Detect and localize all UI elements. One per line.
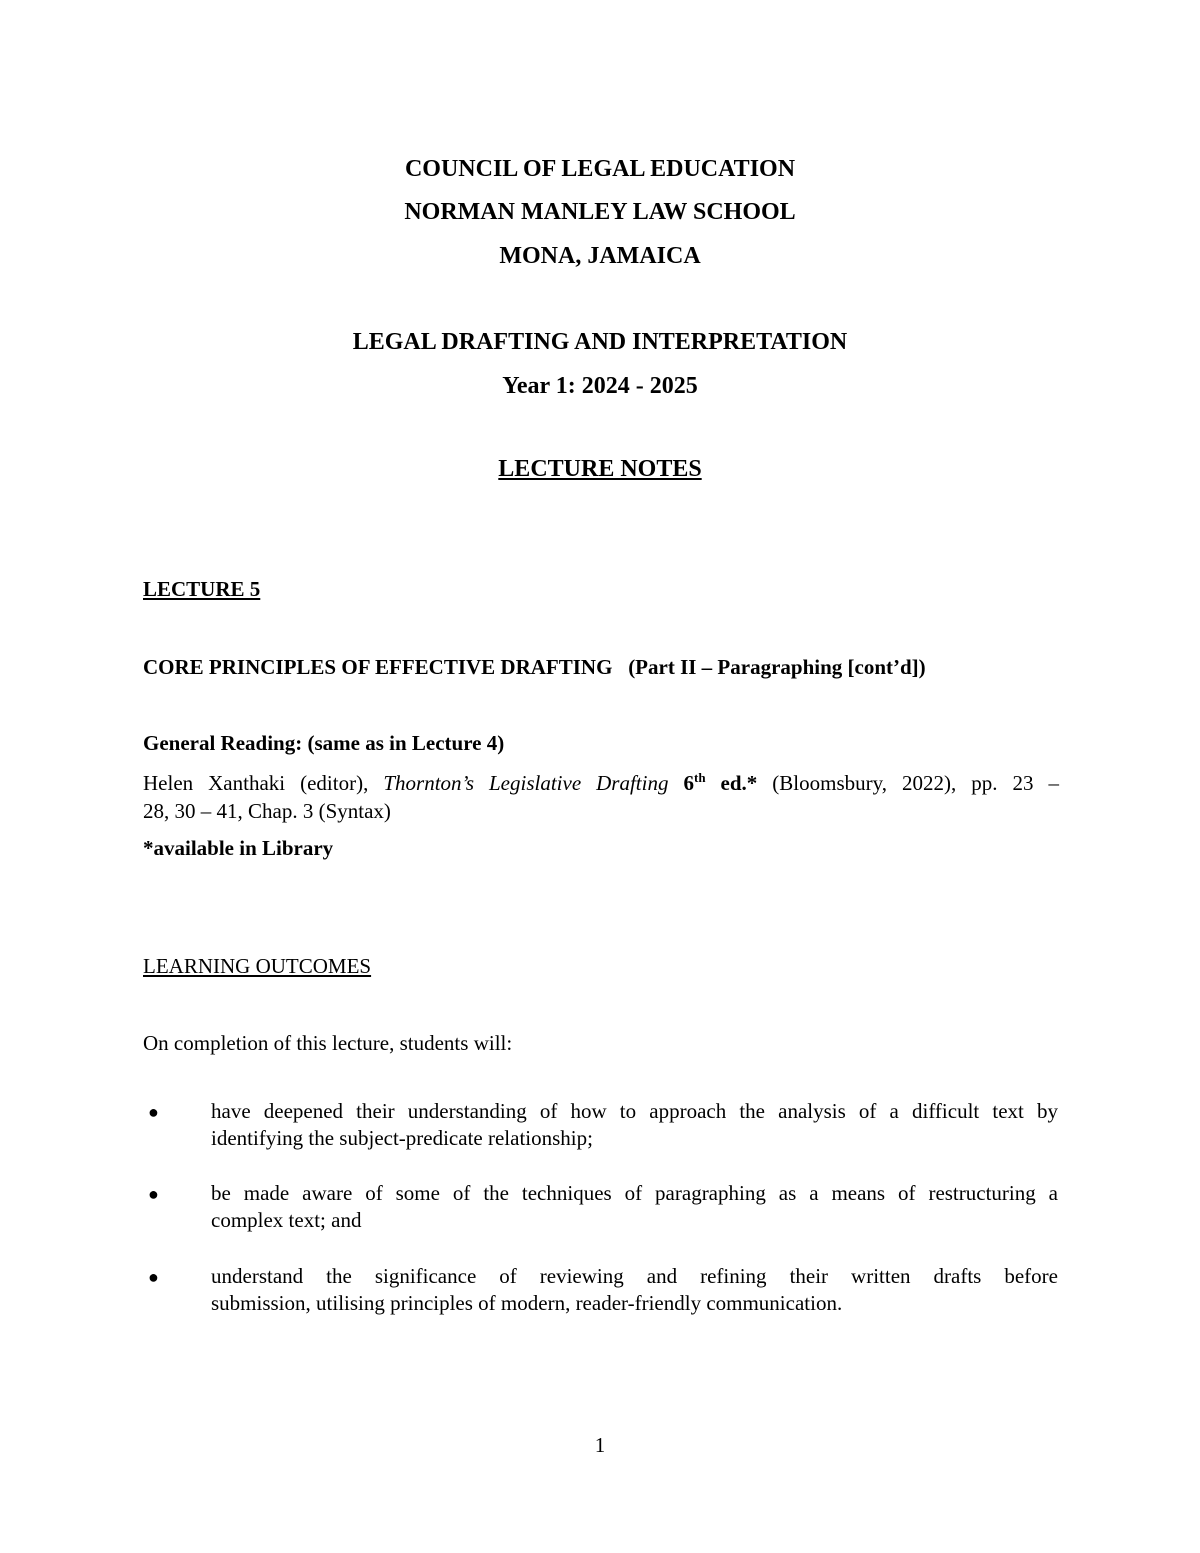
bullet-icon: ● <box>148 1184 159 1204</box>
outcome-item-line: complex text; and <box>211 1208 362 1233</box>
reading-author: Helen Xanthaki (editor), <box>143 771 384 795</box>
outcome-item-line: submission, utilising principles of modern, reader-friendly communication. <box>211 1291 843 1316</box>
outcome-item <box>211 1180 1058 1235</box>
lecture-topic <box>143 654 1059 681</box>
outcome-item-line: have deepened their understanding of how to approach the analysis of a difficult text by <box>211 1099 1058 1123</box>
reading-edition: 6th ed.* <box>683 770 758 795</box>
institution-name: COUNCIL OF LEGAL EDUCATION <box>404 156 796 182</box>
outcomes-intro: On completion of this lecture, students will: <box>143 1031 513 1055</box>
lecture-topic-part: (Part II – Paragraphing [cont’d]) <box>628 655 926 679</box>
outcome-item-line: identifying the subject-predicate relationship; <box>211 1126 593 1151</box>
bullet-icon: ● <box>148 1102 159 1122</box>
learning-outcomes-heading: LEARNING OUTCOMES <box>143 954 372 978</box>
reading-book-title: Thornton’s Legislative Drafting <box>383 771 669 795</box>
reading-citation-line2: 28, 30 – 41, Chap. 3 (Syntax) <box>143 799 391 823</box>
bullet-icon: ● <box>148 1267 159 1287</box>
document-type-heading: LECTURE NOTES <box>498 456 702 482</box>
general-reading-heading: General Reading: (same as in Lecture 4) <box>143 731 505 755</box>
reading-publisher-pages: (Bloomsbury, 2022), pp. 23 – <box>757 771 1060 795</box>
outcome-item <box>211 1098 1058 1153</box>
outcome-item-line: understand the significance of reviewing and refining their written drafts before <box>211 1264 1058 1288</box>
school-location: MONA, JAMAICA <box>499 243 701 269</box>
outcome-item-line: be made aware of some of the techniques of paragraphing as a means of restructuring a <box>211 1181 1058 1205</box>
academic-year: Year 1: 2024 - 2025 <box>502 373 698 399</box>
lecture-number: LECTURE 5 <box>143 577 261 601</box>
reading-citation-line1 <box>143 770 1059 797</box>
library-availability-note: *available in Library <box>143 836 334 860</box>
school-name: NORMAN MANLEY LAW SCHOOL <box>404 199 796 225</box>
course-title: LEGAL DRAFTING AND INTERPRETATION <box>352 329 848 355</box>
page-number: 1 <box>594 1433 606 1457</box>
lecture-topic-title: CORE PRINCIPLES OF EFFECTIVE DRAFTING <box>143 655 613 679</box>
outcome-item <box>211 1263 1058 1318</box>
